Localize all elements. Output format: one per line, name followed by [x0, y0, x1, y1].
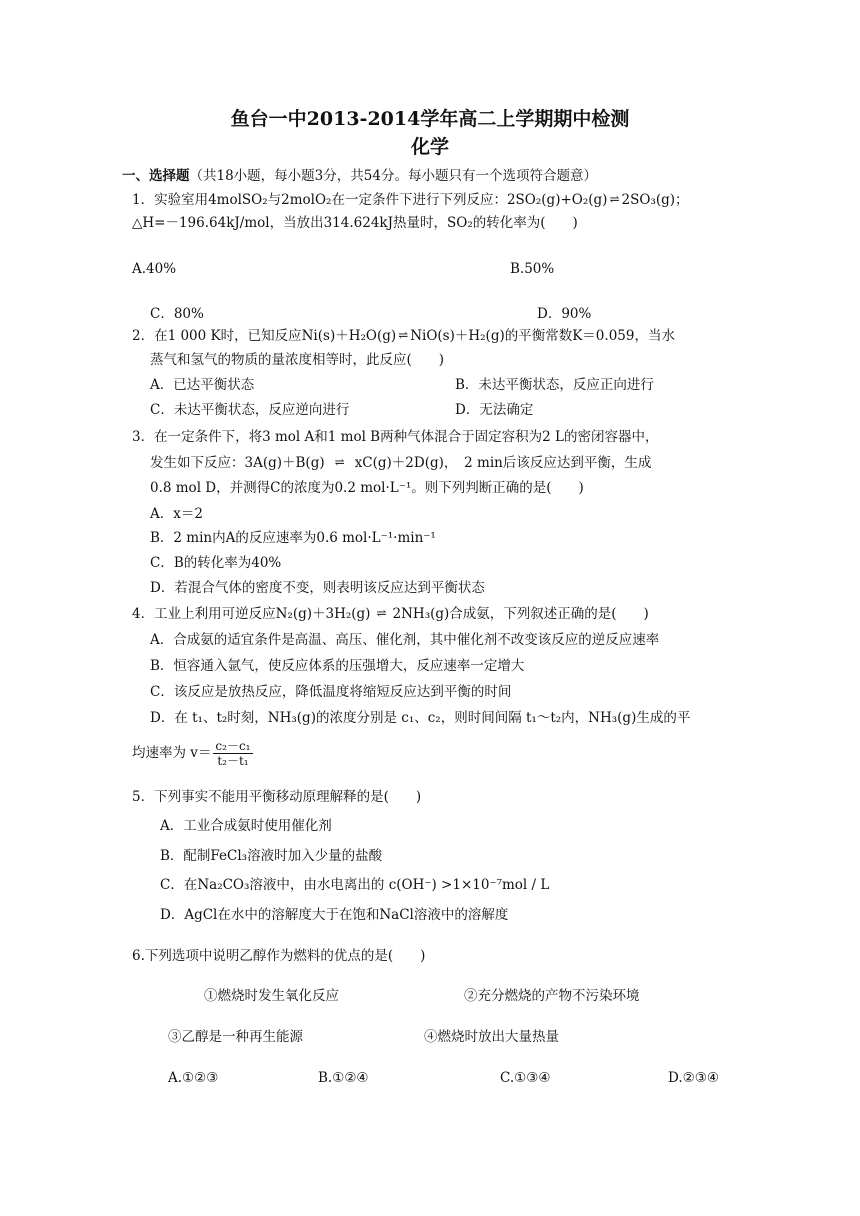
q6-item-1: ①燃烧时发生氧化反应 [204, 988, 339, 1004]
q1-option-d: D．90% [537, 306, 592, 322]
q2-option-b: B．未达平衡状态，反应正向进行 [455, 377, 654, 393]
q6-option-a: A.①②③ [168, 1070, 219, 1086]
q1-text-a: 1．实验室用4molSO₂与2molO₂在一定条件下进行下列反应：2SO₂(g)+O₂(g) [132, 192, 608, 208]
q3-line2 [150, 453, 651, 473]
q1-line1 [132, 190, 689, 210]
q4-option-d-cont [132, 738, 253, 768]
q2-option-c: C．未达平衡状态，反应逆向进行 [150, 402, 350, 418]
q1-line2: △H=－196.64kJ/mol，当放出314.624kJ热量时，SO₂的转化率为( ) [132, 215, 578, 231]
q4-text-b: 2NH₃(g)合成氨，下列叙述正确的是( ) [392, 606, 649, 622]
q5-option-c: C．在Na₂CO₃溶液中，由水电离出的 c(OH⁻) >1×10⁻⁷mol / L [160, 877, 550, 893]
q3-line3: 0.8 mol D，并测得C的浓度为0.2 mol·L⁻¹。则下列判断正确的是( ) [150, 480, 584, 496]
q6-option-d: D.②③④ [668, 1070, 719, 1086]
q4-option-a: A．合成氨的适宜条件是高温、高压、催化剂，其中催化剂不改变该反应的逆反应速率 [150, 632, 660, 648]
q4-option-d: D．在 t₁、t₂时刻，NH₃(g)的浓度分别是 c₁、c₂，则时间间隔 t₁～t₂内，NH₃(g)生成的平 [150, 710, 691, 726]
equilibrium-arrow-icon: ⇌ [609, 192, 620, 206]
q2-line1 [132, 326, 675, 346]
page-title: 鱼台一中2013-2014学年高二上学期期中检测 [230, 108, 630, 130]
q5-option-b: B．配制FeCl₃溶液时加入少量的盐酸 [160, 848, 383, 864]
equilibrium-arrow-icon: ⇌ [398, 328, 409, 342]
q6-item-4: ④燃烧时放出大量热量 [424, 1029, 559, 1045]
q1-option-b: B.50% [510, 261, 555, 277]
equilibrium-arrow-icon: ⇌ [376, 606, 387, 620]
q3-option-b: B．2 min内A的反应速率为0.6 mol·L⁻¹·min⁻¹ [150, 530, 436, 546]
q4-line1 [132, 604, 649, 624]
q5-option-a: A．工业合成氨时使用催化剂 [160, 818, 332, 834]
q3-option-a: A．x＝2 [150, 506, 203, 522]
q6-stem: 6.下列选项中说明乙醇作为燃料的优点的是( ) [132, 948, 426, 964]
q4-text-avg: 均速率为 v＝ [132, 745, 212, 761]
q4-option-b: B．恒容通入氩气，使反应体系的压强增大，反应速率一定增大 [150, 658, 525, 674]
q4-fraction [213, 739, 252, 768]
section-note: （共18小题，每小题3分，共54分。每小题只有一个选项符合题意） [189, 168, 597, 184]
q2-text-a: 2．在1 000 K时，已知反应Ni(s)＋H₂O(g) [132, 328, 397, 344]
q1-text-b: 2SO₃(g)； [621, 192, 689, 208]
section-header [122, 166, 597, 186]
q6-item-2: ②充分燃烧的产物不污染环境 [464, 988, 640, 1004]
section-heading: 一、选择题 [122, 168, 190, 184]
q1-option-a: A.40% [132, 261, 177, 277]
q6-option-c: C.①③④ [500, 1070, 551, 1086]
q3-text-b: xC(g)＋2D(g)， 2 min后该反应达到平衡，生成 [354, 455, 652, 471]
q2-option-d: D．无法确定 [455, 402, 534, 418]
q3-line1: 3．在一定条件下，将3 mol A和1 mol B两种气体混合于固定容积为2 L的密闭容器中， [132, 429, 659, 445]
q2-line2: 蒸气和氢气的物质的量浓度相等时，此反应( ) [150, 352, 445, 368]
q3-text-a: 发生如下反应：3A(g)＋B(g) [150, 455, 325, 471]
fraction-denominator: t₂－t₁ [217, 754, 249, 768]
q3-option-c: C．B的转化率为40% [150, 555, 282, 571]
q4-text-a: 4．工业上利用可逆反应N₂(g)＋3H₂(g) [132, 606, 371, 622]
equilibrium-arrow-icon: ⇌ [334, 455, 345, 469]
q4-option-c: C．该反应是放热反应，降低温度将缩短反应达到平衡的时间 [150, 684, 512, 700]
q2-text-b: NiO(s)＋H₂(g)的平衡常数K＝0.059，当水 [410, 328, 675, 344]
q3-option-d: D．若混合气体的密度不变，则表明该反应达到平衡状态 [150, 580, 485, 596]
q5-option-d: D．AgCl在水中的溶解度大于在饱和NaCl溶液中的溶解度 [160, 907, 509, 923]
page-subtitle: 化学 [410, 136, 449, 158]
fraction-numerator: c₂－c₁ [215, 739, 251, 753]
q1-option-c: C．80% [150, 306, 204, 322]
q6-option-b: B.①②④ [318, 1070, 369, 1086]
q5-stem: 5．下列事实不能用平衡移动原理解释的是( ) [132, 789, 422, 805]
q2-option-a: A．已达平衡状态 [150, 377, 255, 393]
q6-item-3: ③乙醇是一种再生能源 [168, 1029, 303, 1045]
